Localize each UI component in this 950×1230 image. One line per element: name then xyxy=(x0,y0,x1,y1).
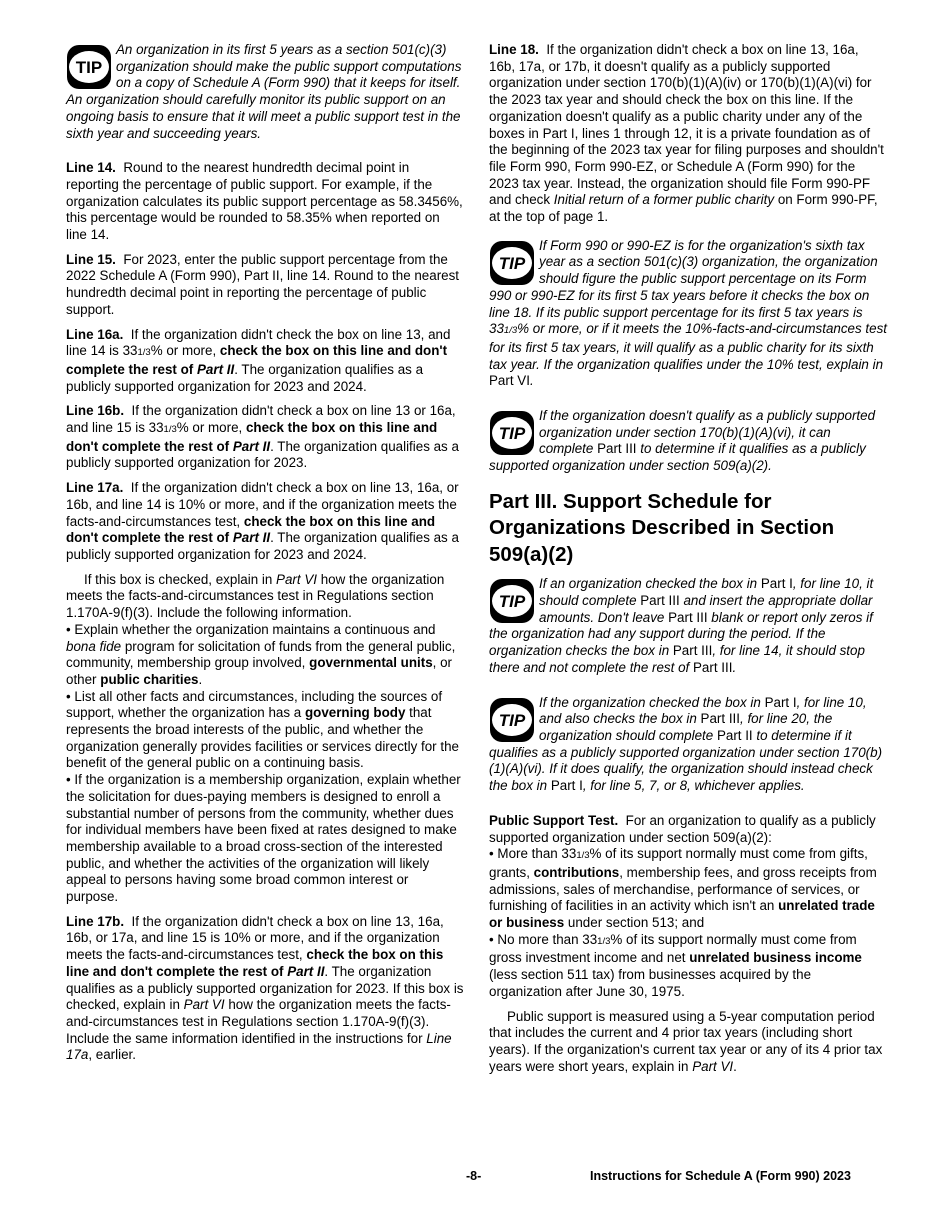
glossary-term: unrelated business income xyxy=(689,950,862,966)
line-18-label: Line 18. xyxy=(489,42,539,57)
part-ref: Part I xyxy=(764,694,797,710)
left-column xyxy=(66,42,464,1072)
glossary-term: governmental units xyxy=(309,655,433,671)
line-17b-label: Line 17b. xyxy=(66,913,125,929)
text: how the organization meets the facts-and-circumstances test in Regulations section 1.170A-9(f)(3). Include the same information identified in the instructions for xyxy=(66,997,451,1046)
text: . The organization qualifies as a publicly supported organization for 2023 and 2024. xyxy=(66,361,424,394)
text: If the organization didn't check the box on line 13, and line 14 is 33 xyxy=(66,326,451,359)
line-14-paragraph xyxy=(66,160,464,244)
page-number: -8- xyxy=(466,1169,482,1183)
glossary-term: unrelated trade or business xyxy=(489,898,875,931)
tip-text: % or more, or if it meets the 10%-facts-and-circumstances test for its first 5 tax years, it will qualify as a public charity for its sixth tax year. If the organization qualifies under the 10% test, explain in xyxy=(489,321,887,372)
text: Explain whether the organization maintains a continuous and xyxy=(74,621,436,637)
part-ref: Part III xyxy=(700,711,740,727)
line-17a-paragraph xyxy=(66,480,464,564)
right-column xyxy=(489,42,887,1075)
tip-icon xyxy=(489,697,535,743)
text: , or other xyxy=(66,655,453,687)
line-15-label: Line 15. xyxy=(66,251,116,267)
glossary-term: public charities xyxy=(100,671,199,687)
text: . The organization qualifies as a publicly supported organization for 2023 and 2024. xyxy=(66,530,459,562)
tip-text: , for line 14, it should stop there and not complete the rest of xyxy=(489,643,865,675)
text: Public support is measured using a 5-year computation period that includes the current and 4 prior tax years (including short years). If the organization's current tax year or any of its 4 prior tax years were short years, explain in xyxy=(489,1008,883,1074)
tip-text: , for line 10, it should complete xyxy=(539,576,874,609)
part-ref: Part III xyxy=(597,441,637,457)
text: % or more, xyxy=(150,343,217,359)
text: % or more, xyxy=(176,420,243,436)
svg-text:TIP: TIP xyxy=(498,424,526,444)
text: under section 513; and xyxy=(567,915,705,931)
text: % of its support normally must come from gross investment income and net xyxy=(489,931,857,966)
tip-text: . xyxy=(732,659,737,675)
part-ref: Part III xyxy=(672,643,713,659)
part-ref: Part II xyxy=(716,728,753,743)
fraction: 1/3 xyxy=(576,850,590,862)
part-ref: Part II xyxy=(287,963,325,979)
text: For an organization to qualify as a publicly supported organization under section 509(a)(2): xyxy=(489,812,876,845)
italic-text: bona fide xyxy=(66,638,122,654)
text: If the organization didn't check a box on line 13, 16a, or 16b, and line 14 is 10% or more, and if the organization meets the facts-and-circumstances test, xyxy=(66,480,459,529)
tip-icon xyxy=(489,578,535,624)
text: . The organization qualifies as a publicly supported organization for 2023. If this box is checked, explain in xyxy=(66,963,464,1013)
tip-text: to determine if it qualifies as a publicly supported organization under section 509(a)(2). xyxy=(489,441,866,474)
line-15-text: For 2023, enter the public support percentage from the 2022 Schedule A (Form 990), Part II, line 14. Round to the nearest hundredth decimal point in reporting the percentage of public support. xyxy=(66,251,460,317)
public-support-test-label: Public Support Test. xyxy=(489,812,619,828)
bullet-item: • More than 331/3% of its support normally must come from gifts, grants, contributions, membership fees, and gross receipts from admissions, sales of merchandise, performance of services, or furnishing of facilities in an activity which isn't an unrelated trade or business under section 513; and xyxy=(489,846,877,931)
svg-text:TIP: TIP xyxy=(498,253,526,273)
part-ref: Part III xyxy=(668,609,708,625)
svg-text:TIP: TIP xyxy=(75,58,103,77)
tip-text: , for line 5, 7, or 8, whichever applies. xyxy=(582,778,805,794)
text: No more than 33 xyxy=(497,931,598,947)
tip-note-2 xyxy=(489,238,887,390)
line-ref: Line 17a xyxy=(66,1030,452,1063)
tip-text: If the organization checked the box in xyxy=(539,694,761,710)
text: , earlier. xyxy=(88,1047,136,1063)
part-ref: Part II xyxy=(232,438,271,454)
tip-note-5 xyxy=(489,695,887,795)
fraction: 1/3 xyxy=(163,424,177,436)
glossary-term: contributions xyxy=(533,864,620,880)
part-ref: Part I xyxy=(760,576,793,592)
line-16a-paragraph xyxy=(66,327,464,396)
part-ref: Part VI xyxy=(489,373,530,389)
text: on Form 990-PF, at the top of page 1. xyxy=(489,192,878,225)
text: (less section 511 tax) from businesses acquired by the organization after June 30, 1975. xyxy=(489,967,812,999)
text: program for solicitation of funds from the general public, community, membership group involved, xyxy=(66,638,456,671)
bold-instruction: check the box on this line and don't complete the rest of xyxy=(66,513,436,546)
tip-text: , for line 10, and also checks the box in xyxy=(539,694,867,727)
fraction: 1/3 xyxy=(137,347,151,359)
checkbox-ref: Initial return of a former public charity xyxy=(553,192,775,208)
text: List all other facts and circumstances, including the sources of support, whether the organization has a xyxy=(66,688,443,721)
tip-text: An organization in its first 5 years as a section 501(c)(3) organization should make the public support computations on a copy of Schedule A (Form 990) that it keeps for itself. An organization should carefully monitor its public support on an ongoing basis to ensure that it will meet a public support test in the sixth year and succeeding years. xyxy=(66,42,462,141)
bold-instruction: check the box on this line and don't complete the rest of xyxy=(66,420,438,454)
bullet-item: • Explain whether the organization maintains a continuous and bona fide program for solicitation of funds from the general public, community, membership group involved, governmental units, or other public charities. xyxy=(66,621,456,687)
text: More than 33 xyxy=(497,846,577,862)
tip-text: If an organization checked the box in xyxy=(539,576,758,592)
line-16b-paragraph xyxy=(66,403,464,472)
tip-text: , for line 20, the organization should complete xyxy=(539,711,833,743)
line-15-paragraph xyxy=(66,252,464,319)
svg-text:TIP: TIP xyxy=(498,592,526,612)
document-title: Instructions for Schedule A (Form 990) 2023 xyxy=(590,1169,851,1183)
bold-instruction: check the box on this line and don't complete the rest of xyxy=(66,947,444,979)
line-18-paragraph xyxy=(489,42,887,226)
text: If the organization didn't check a box on line 13 or 16a, and line 15 is 33 xyxy=(66,403,456,436)
text: . xyxy=(198,671,203,687)
line-14-label: Line 14. xyxy=(66,160,116,176)
part-ref: Part III xyxy=(640,593,680,609)
tip-text: . xyxy=(529,373,534,389)
part-ref: Part I xyxy=(550,778,583,794)
line-17a-continued xyxy=(66,572,464,622)
line-16a-label: Line 16a. xyxy=(66,326,124,342)
text: % of its support normally must come from gifts, grants, xyxy=(489,846,868,880)
bullet-item: • List all other facts and circumstances, including the sources of support, whether the organization has a governing body that represents the broad interests of the public, and whether the organization generally provides facilities or services directly for the benefit of the general public on a continuing basis. xyxy=(66,688,459,771)
text: , membership fees, and gross receipts from admissions, sales of merchandise, performance of services, or furnishing of facilities in an activity which isn't an xyxy=(489,864,877,914)
fraction: 1/3 xyxy=(597,935,611,947)
text: that represents the broad interests of the public, and whether the organization generally provides facilities or services directly for the benefit of the general public on a continuing basis. xyxy=(66,705,459,771)
tip-text: to determine if it qualifies as a publicly supported organization under section 170(b)(1)(A)(vi). If it does qualify, the organization should instead check the box in xyxy=(489,728,883,794)
tip-icon xyxy=(66,44,112,90)
tip-note-1 xyxy=(66,42,464,142)
glossary-term: governing body xyxy=(304,705,406,721)
computation-period-paragraph xyxy=(489,1009,887,1076)
public-support-test-paragraph xyxy=(489,813,887,846)
text: . xyxy=(733,1058,737,1074)
bullet-item: • If the organization is a membership organization, explain whether the solicitation for dues-paying members is designed to enroll a substantial number of persons from the community, whether dues for individual members have been fixed at rates designed to make membership available to a broad cross-section of the interested public, and whether the activities of the organization will likely appeal to persons having some broad common interest or purpose. xyxy=(66,772,461,905)
tip-text: If the organization doesn't qualify as a publicly supported organization under section 170(b)(1)(A)(vi), it can complete xyxy=(539,408,876,457)
line-17a-label: Line 17a. xyxy=(66,480,124,496)
text: how the organization meets the facts-and-circumstances test in Regulations section 1.170A-9(f)(3). Include the following information. xyxy=(66,571,445,621)
text: If this box is checked, explain in xyxy=(84,571,273,587)
part-ref: Part II xyxy=(232,530,271,546)
tip-note-4 xyxy=(489,576,887,676)
part-ref: Part III xyxy=(692,659,733,675)
text: If the organization didn't check a box on line 13, 16a, 16b, 17a, or 17b, it doesn't qualify as a publicly supported organization under section 170(b)(1)(A)(iv) or 170(b)(1)(A)(vi) for the 2023 tax year and should check the box on this line. If the organization doesn't qualify as a public charity under any of the boxes in Part I, lines 1 through 12, it is a private foundation as of the beginning of the 2023 tax year for filing purposes and shouldn't file Form 990, Form 990-EZ, or Schedule A (Form 990) for the 2023 tax year. Instead, the organization should file Form 990-PF and check xyxy=(489,42,884,208)
tip-note-3 xyxy=(489,408,887,475)
tip-icon xyxy=(489,240,535,286)
part-ref: Part VI xyxy=(276,571,317,587)
tip-text: and insert the appropriate dollar amounts. Don't leave xyxy=(539,593,873,625)
part-ref: Part II xyxy=(196,361,235,377)
text: If the organization is a membership organization, explain whether the solicitation for dues-paying members is designed to enroll a substantial number of persons from the community, whether dues for individual members have been fixed at rates designed to make membership available to a broad cross-section of the interested public, and whether the activities of the organization will likely appeal to persons having some broad common interest or purpose. xyxy=(66,772,461,905)
line-14-text: Round to the nearest hundredth decimal point in reporting the percentage of public support. For example, if the organization calculates its public support percentage as 58.3456%, this percentage would be rounded to 58.35% when reported on line 14. xyxy=(66,160,463,243)
part-iii-heading: Part III. Support Schedule for Organizations Described in Section 509(a)(2) xyxy=(489,489,835,566)
part-ref: Part VI xyxy=(183,997,225,1013)
tip-icon xyxy=(489,410,535,456)
line-17b-paragraph xyxy=(66,914,464,1064)
part-ref: Part VI xyxy=(692,1058,734,1074)
tip-text: blank or report only zeros if the organization had any support during the period. If the organization checks the box in xyxy=(489,609,873,659)
svg-text:TIP: TIP xyxy=(498,710,526,730)
bold-instruction: check the box on this line and don't complete the rest of xyxy=(66,343,448,377)
fraction: 1/3 xyxy=(503,325,518,337)
text: . The organization qualifies as a publicly supported organization for 2023. xyxy=(66,438,459,471)
tip-text: If Form 990 or 990-EZ is for the organization's sixth tax year as a section 501(c)(3) organization, the organization should figure the public support percentage on its Form 990 or 990-EZ for its first 5 tax years before it checks the box on line 18. If its public support percentage for its first 5 tax years is 33 xyxy=(489,237,878,337)
text: If the organization didn't check a box on line 13, 16a, 16b, or 17a, and line 15 is 10% or more, and if the organization meets the facts-and-circumstances test, xyxy=(66,913,444,963)
bullet-item: • No more than 331/3% of its support normally must come from gross investment income and net unrelated business income (less section 511 tax) from businesses acquired by the organization after June 30, 1975. xyxy=(489,931,862,999)
line-16b-label: Line 16b. xyxy=(66,403,125,419)
